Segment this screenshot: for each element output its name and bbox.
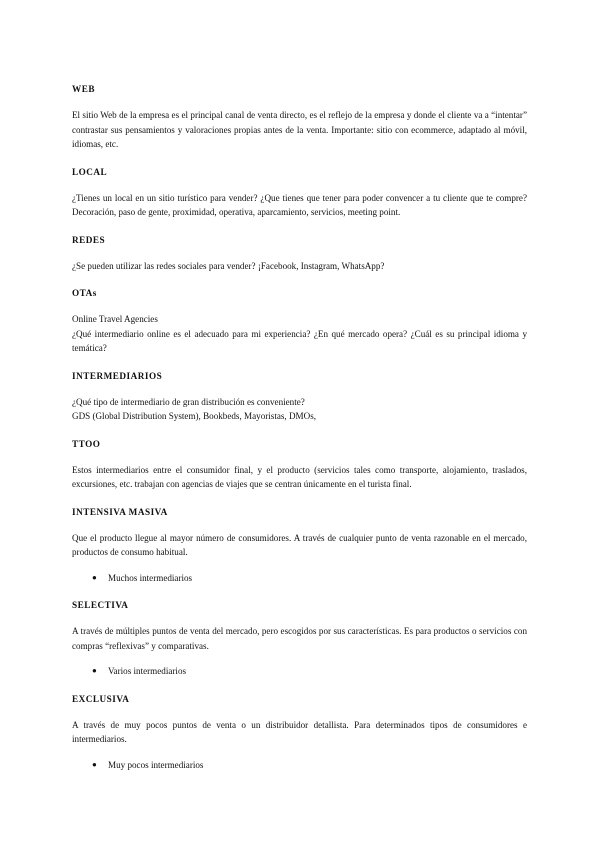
- section-title: INTENSIVA MASIVA: [72, 506, 168, 517]
- bullet-icon: ●: [92, 572, 97, 582]
- section-exclusiva: [72, 692, 527, 773]
- list-item: [92, 758, 527, 773]
- paragraph: ¿Qué tipo de intermediario de gran distribución es conveniente?: [72, 396, 305, 407]
- paragraph: Que el producto llegue al mayor número de consumidores. A través de cualquier punto de venta razonable en el mercado, productos de consumo habitual.: [72, 532, 527, 557]
- section-title: SELECTIVA: [72, 600, 129, 610]
- section-otas: [72, 286, 527, 356]
- section-redes: [72, 233, 527, 274]
- bullet-list: [72, 758, 527, 773]
- paragraph: A través de múltiples puntos de venta del mercado, pero escogidos por sus características. Es para productos o servicios con compras “reflexivas” y comparativas.: [72, 626, 527, 651]
- paragraph: Online Travel Agencies: [72, 314, 158, 324]
- section-intensiva-masiva: [72, 505, 527, 586]
- section-title: INTERMEDIARIOS: [72, 370, 163, 381]
- paragraph: ¿Qué intermediario online es el adecuado para mi experiencia? ¿En qué mercado opera? ¿Cuál es su principal idioma y temática?: [72, 328, 527, 353]
- section-title: REDES: [72, 234, 106, 245]
- section-title: EXCLUSIVA: [72, 693, 130, 704]
- bullet-icon: ●: [92, 666, 97, 675]
- bullet-list: [72, 571, 527, 586]
- section-title: TTOO: [72, 438, 101, 449]
- section-title: WEB: [72, 84, 95, 94]
- paragraph: Estos intermediarios entre el consumidor final, y el producto (servicios tales como transporte, alojamiento, traslados, excursiones, etc. trabajan con agencias de viajes que se centran únicamente en el turista final.: [72, 464, 527, 489]
- section-local: [72, 165, 527, 220]
- document-body: [72, 82, 527, 785]
- section-web: [72, 82, 527, 152]
- section-title: LOCAL: [72, 166, 108, 177]
- section-selectiva: [72, 598, 527, 679]
- paragraph: ¿Se pueden utilizar las redes sociales para vender? ¡Facebook, Instagram, WhatsApp?: [72, 260, 385, 271]
- paragraph: GDS (Global Distribution System), Bookbeds, Mayoristas, DMOs,: [72, 411, 317, 421]
- paragraph: El sitio Web de la empresa es el principal canal de venta directo, es el reflejo de la empresa y donde el cliente va a “intentar” contrastar sus pensamientos y valoraciones propias antes de la venta. Importante: sitio con ecommerce, adaptado al móvil, idiomas, etc.: [72, 110, 527, 149]
- list-item-text: Muy pocos intermediarios: [108, 759, 204, 770]
- list-item: [92, 664, 527, 679]
- list-item-text: Varios intermediarios: [108, 666, 187, 676]
- paragraph: A través de muy pocos puntos de venta o un distribuidor detallista. Para determinados tipos de consumidores e intermediarios.: [72, 719, 527, 744]
- list-item-text: Muchos intermediarios: [108, 572, 193, 583]
- list-item: [92, 571, 527, 586]
- bullet-list: [72, 664, 527, 679]
- section-title: OTAs: [72, 288, 97, 298]
- bullet-icon: ●: [92, 759, 97, 769]
- paragraph: ¿Tienes un local en un sitio turístico para vender? ¿Que tienes que tener para poder convencer a tu cliente que te compre? Decoración, paso de gente, proximidad, operativa, aparcamiento, servicios, meeting point.: [72, 192, 527, 217]
- section-intermediarios: [72, 369, 527, 424]
- section-ttoo: [72, 437, 527, 492]
